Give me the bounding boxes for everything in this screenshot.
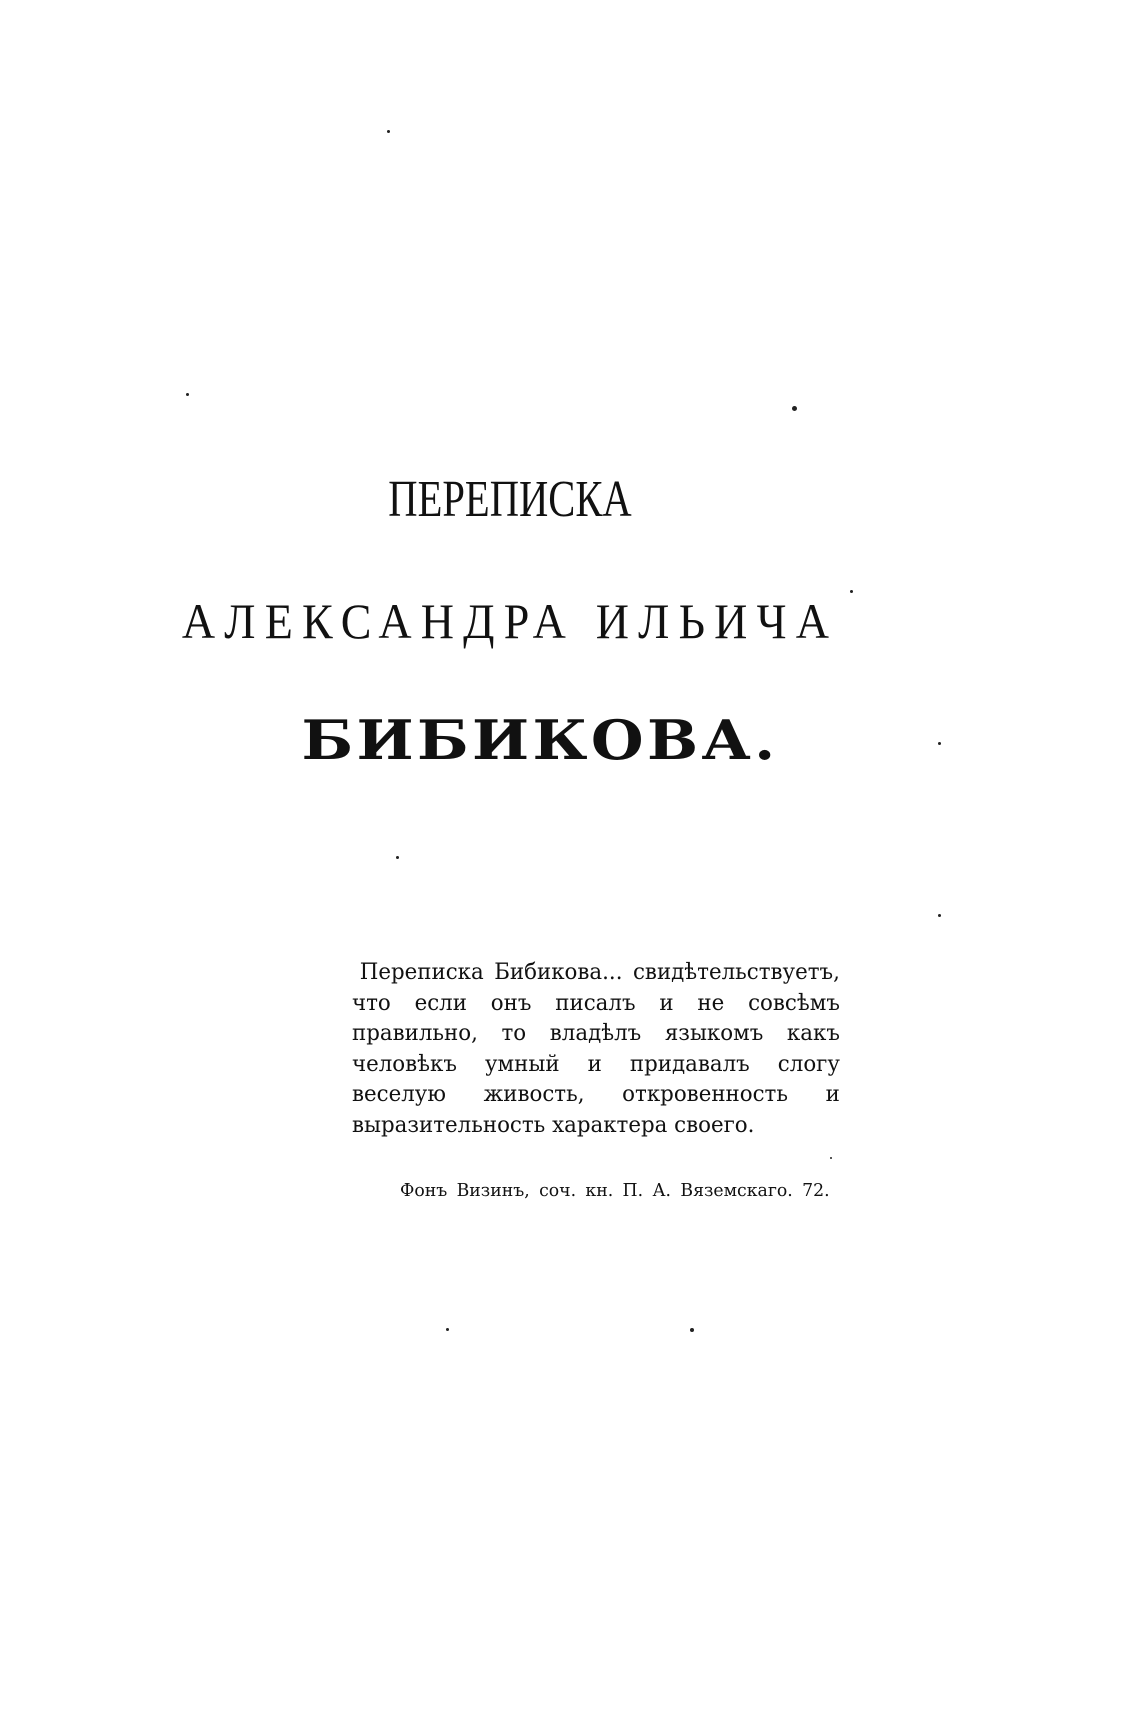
print-speck — [186, 393, 189, 396]
print-speck — [850, 590, 853, 593]
print-speck — [938, 914, 941, 917]
title-line-1: ПЕРЕПИСКА — [388, 471, 632, 528]
print-speck — [396, 856, 399, 859]
print-speck — [830, 1157, 832, 1159]
epigraph-attribution: Фонъ Визинъ, соч. кн. П. А. Вяземскаго. 72. — [400, 1180, 830, 1201]
title-line-3: БИБИКОВА. — [301, 708, 779, 772]
print-speck — [792, 406, 797, 411]
epigraph-text: Переписка Бибикова... свидѣтельствуетъ, что если онъ писалъ и не совсѣмъ правильно, то владѣлъ языкомъ какъ человѣкъ умный и придавалъ слогу веселую живость, откровенность и выразительность характера своего. — [352, 960, 840, 1138]
print-speck — [387, 130, 390, 133]
print-speck — [446, 1328, 449, 1331]
title-line-2: АЛЕКСАНДРА ИЛЬИЧА — [181, 593, 839, 649]
print-speck — [690, 1328, 694, 1332]
print-speck — [938, 742, 941, 745]
